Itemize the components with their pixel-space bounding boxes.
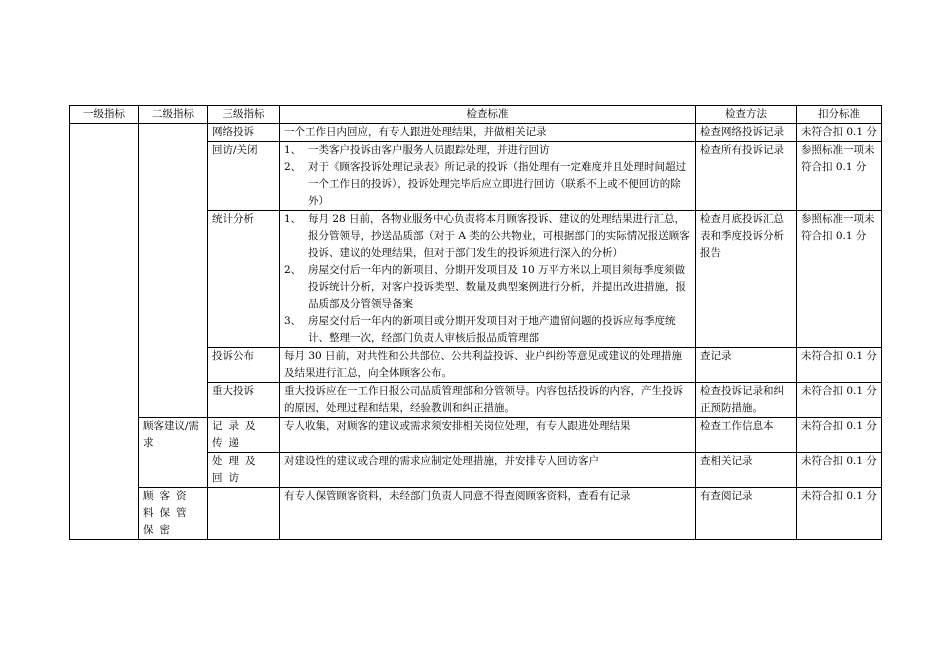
criteria-item-number: 1、 <box>284 144 302 156</box>
criteria-cell: 每月 30 日前，对共性和公共部位、公共利益投诉、业户纠纷等意见或建议的处理措施及结果进行汇总，向全体顾客公布。 <box>280 348 696 383</box>
level1-cell <box>70 124 139 540</box>
method-cell: 检查工作信息本 <box>696 418 797 453</box>
method-cell: 有查阅记录 <box>696 488 797 540</box>
col-header-level2: 二级指标 <box>139 106 208 124</box>
criteria-item-text: 每月 28 日前，各物业服务中心负责将本月顾客投诉、建议的处理结果进行汇总，报分管领导，抄送品质部（对于 A 类的公共物业，可根据部门的实际情况报送顾客投诉、建议的处理结果，但对于部门发生的投诉须进行深入的分析） <box>308 213 690 259</box>
criteria-cell <box>280 211 696 348</box>
col-header-level1: 一级指标 <box>70 106 139 124</box>
criteria-cell: 有专人保管顾客资料，未经部门负责人同意不得查阅顾客资料，查看有记录 <box>280 488 696 540</box>
method-cell: 查相关记录 <box>696 453 797 488</box>
criteria-item <box>284 262 691 313</box>
criteria-item-text: 房屋交付后一年内的新项目或分期开发项目对于地产遗留问题的投诉应每季度统计、整理一次，经部门负责人审核后报品质管理部 <box>308 315 676 344</box>
method-cell: 检查投诉记录和纠正预防措施。 <box>696 383 797 418</box>
deduction-cell: 未符合扣 0.1 分 <box>797 124 882 142</box>
level3-cell: 记录及传递 <box>208 418 280 453</box>
criteria-cell: 专人收集，对顾客的建议或需求须安排相关岗位处理，有专人跟进处理结果 <box>280 418 696 453</box>
inspection-standards-table <box>69 105 882 540</box>
criteria-item-number: 2、 <box>284 161 302 173</box>
level3-cell: 网络投诉 <box>208 124 280 142</box>
criteria-item-number: 3、 <box>284 315 302 327</box>
criteria-item-number: 2、 <box>284 264 302 276</box>
table-row <box>70 488 882 540</box>
criteria-list <box>284 211 691 347</box>
table-row <box>70 124 882 142</box>
deduction-cell: 未符合扣 0.1 分 <box>797 488 882 540</box>
criteria-item-number: 1、 <box>284 213 302 225</box>
col-header-criteria: 检查标准 <box>280 106 696 124</box>
level2-cell: 顾客资料保管保密 <box>139 488 208 540</box>
level3-cell: 回访/关闭 <box>208 142 280 211</box>
criteria-cell: 一个工作日内回应，有专人跟进处理结果，并做相关记录 <box>280 124 696 142</box>
col-header-method: 检查方法 <box>696 106 797 124</box>
table-row <box>70 418 882 453</box>
criteria-cell: 对建设性的建议或合理的需求应制定处理措施，并安排专人回访客户 <box>280 453 696 488</box>
criteria-item-text: 房屋交付后一年内的新项目、分期开发项目及 10 万平方米以上项目须每季度须做投诉统计分析，对客户投诉类型、数量及典型案例进行分析，并提出改进措施，报品质部及分管领导备案 <box>308 264 686 310</box>
criteria-item-text: 一类客户投诉由客户服务人员跟踪处理，并进行回访 <box>308 144 550 156</box>
criteria-item <box>284 211 691 262</box>
method-cell: 检查所有投诉记录 <box>696 142 797 211</box>
level2-cell: 顾客建议/需求 <box>139 418 208 488</box>
criteria-cell: 重大投诉应在一工作日报公司品质管理部和分管领导。内容包括投诉的内容，产生投诉的原因，处理过程和结果，经验教训和纠正措施。 <box>280 383 696 418</box>
level2-cell <box>139 124 208 418</box>
col-header-level3: 三级指标 <box>208 106 280 124</box>
deduction-cell: 参照标准一项未符合扣 0.1 分 <box>797 211 882 348</box>
criteria-item <box>284 142 691 159</box>
level3-cell <box>208 488 280 540</box>
level3-cell: 处理及回访 <box>208 453 280 488</box>
method-cell: 检查月底投诉汇总表和季度投诉分析报告 <box>696 211 797 348</box>
method-cell: 检查网络投诉记录 <box>696 124 797 142</box>
deduction-cell: 未符合扣 0.1 分 <box>797 453 882 488</box>
deduction-cell: 参照标准一项未符合扣 0.1 分 <box>797 142 882 211</box>
table-header-row <box>70 106 882 124</box>
deduction-cell: 未符合扣 0.1 分 <box>797 383 882 418</box>
deduction-cell: 未符合扣 0.1 分 <box>797 348 882 383</box>
level3-cell: 投诉公布 <box>208 348 280 383</box>
col-header-deduction: 扣分标准 <box>797 106 882 124</box>
criteria-item-text: 对于《顾客投诉处理记录表》所记录的投诉（指处理有一定难度并且处理时间超过一个工作日的投诉），投诉处理完毕后应立即进行回访（联系不上或不便回访的除外） <box>308 161 686 207</box>
criteria-cell <box>280 142 696 211</box>
level3-cell: 重大投诉 <box>208 383 280 418</box>
criteria-item <box>284 313 691 347</box>
criteria-list <box>284 142 691 210</box>
criteria-item <box>284 159 691 210</box>
level3-cell: 统计分析 <box>208 211 280 348</box>
deduction-cell: 未符合扣 0.1 分 <box>797 418 882 453</box>
method-cell: 查记录 <box>696 348 797 383</box>
